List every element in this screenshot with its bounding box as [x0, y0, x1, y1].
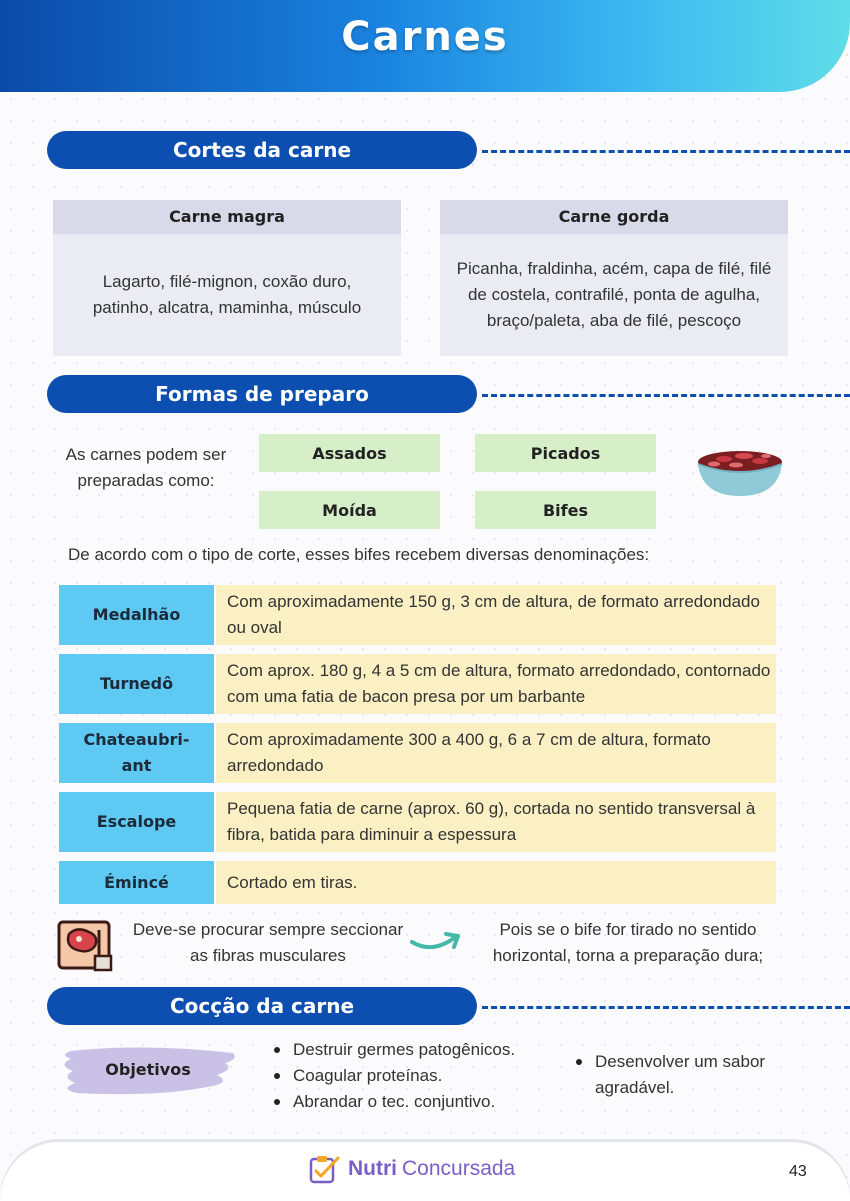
list-item: Coagular proteínas.: [272, 1063, 515, 1089]
bife-row-chateaubriant: [59, 723, 776, 783]
bife-row-emince: [59, 861, 776, 904]
card-carne-gorda-body: Picanha, fraldinha, acém, capa de filé, filé de costela, contrafilé, ponta de agulha, braço/paleta, aba de filé, pescoço: [456, 259, 772, 330]
card-carne-gorda: [440, 200, 788, 356]
prep-option-picados: Picados: [475, 434, 656, 472]
tip-right-text: Pois se o bife for tirado no sentido horizontal, torna a preparação dura;: [492, 920, 764, 965]
card-carne-magra-title: Carne magra: [53, 200, 401, 234]
bife-name: Émincé: [59, 861, 214, 904]
bife-name: Medalhão: [59, 585, 214, 645]
section-title-preparo-label: Formas de preparo: [155, 382, 369, 406]
bife-desc: Com aprox. 180 g, 4 a 5 cm de altura, formato arredondado, contornado com uma fatia de bacon presa por um barbante: [216, 654, 776, 714]
section-title-coccao-label: Cocção da carne: [169, 994, 355, 1018]
objetivos-list: [272, 1037, 515, 1115]
tip-left-text: Deve-se procurar sempre seccionar as fibras musculares: [132, 920, 404, 965]
bife-name: Chateaubri-ant: [59, 723, 214, 783]
preparo-intro: As carnes podem ser preparadas como:: [65, 445, 227, 490]
section-divider: [482, 1006, 850, 1009]
list-item: Abrandar o tec. conjuntivo.: [272, 1089, 515, 1115]
brand-name-primary: Nutri: [348, 1157, 397, 1180]
prep-option-moida: Moída: [259, 491, 440, 529]
brand-name-secondary: Concursada: [402, 1157, 516, 1180]
card-carne-magra-body: Lagarto, filé-mignon, coxão duro, patinho, alcatra, maminha, músculo: [92, 272, 362, 317]
section-title-preparo: [47, 375, 477, 413]
card-carne-gorda-title: Carne gorda: [440, 200, 788, 234]
objetivos-label: Objetivos: [105, 1060, 191, 1079]
objetivos-list-secondary: [574, 1049, 804, 1101]
section-title-cortes: [47, 131, 477, 169]
list-item: Desenvolver um sabor agradável.: [574, 1049, 804, 1101]
brand-logo: [308, 1154, 515, 1184]
section-title-coccao: [47, 987, 477, 1025]
section-divider: [482, 150, 850, 153]
bife-desc: Pequena fatia de carne (aprox. 60 g), cortada no sentido transversal à fibra, batida para diminuir a espessura: [216, 792, 776, 852]
section-title-cortes-label: Cortes da carne: [172, 138, 352, 162]
page-header: [0, 0, 850, 92]
prep-option-assados: Assados: [259, 434, 440, 472]
meat-bowl-icon: [694, 440, 786, 502]
page-title: Carnes: [341, 14, 509, 60]
bife-desc: Com aproximadamente 150 g, 3 cm de altura, de formato arredondado ou oval: [216, 585, 776, 645]
page-number: 43: [789, 1163, 807, 1180]
bife-name: Turnedô: [59, 654, 214, 714]
bife-desc: Cortado em tiras.: [216, 861, 776, 904]
card-carne-magra: [53, 200, 401, 356]
bife-row-escalope: [59, 792, 776, 852]
bife-row-medalhao: [59, 585, 776, 645]
clipboard-check-icon: [308, 1154, 342, 1184]
bife-row-turnedo: [59, 654, 776, 714]
prep-option-bifes: Bifes: [475, 491, 656, 529]
bife-desc: Com aproximadamente 300 a 400 g, 6 a 7 cm de altura, formato arredondado: [216, 723, 776, 783]
bifes-intro: De acordo com o tipo de corte, esses bifes recebem diversas denominações:: [68, 545, 650, 564]
meat-tray-icon: [55, 916, 117, 974]
section-divider: [482, 394, 850, 397]
list-item: Destruir germes patogênicos.: [272, 1037, 515, 1063]
curved-arrow-icon: [408, 928, 466, 952]
bife-name: Escalope: [59, 792, 214, 852]
